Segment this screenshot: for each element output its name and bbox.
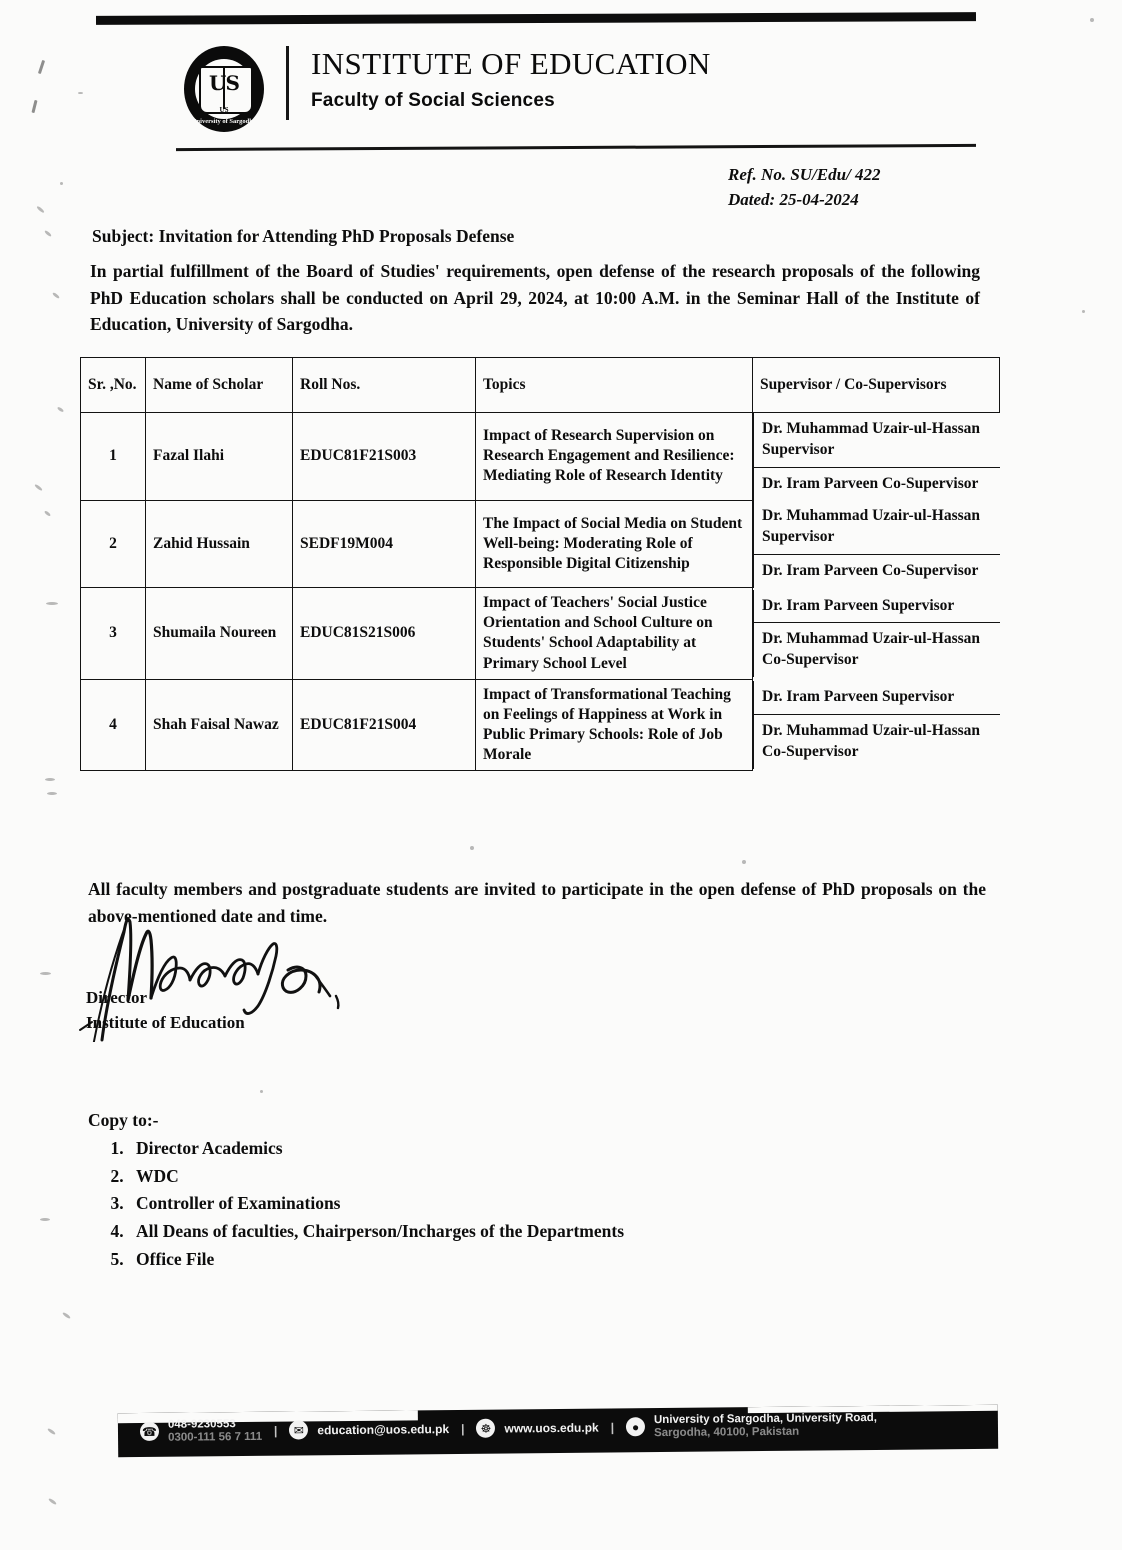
proposals-table [80,357,1000,771]
col-header-supervisor: Supervisor / Co-Supervisors [753,358,1000,413]
col-header-name: Name of Scholar [146,358,293,413]
cell-supervisor: Dr. Iram Parveen Supervisor [754,590,1000,623]
col-header-sr-no: Sr. ,No. [81,358,146,413]
cell-supervisors [753,500,1000,587]
copy-to-list [88,1135,624,1273]
cell-roll: EDUC81S21S006 [293,588,476,680]
location-pin-icon: ● [626,1418,645,1437]
table-row [81,500,1000,587]
footer-phone [168,1418,262,1445]
letterhead-header [178,40,711,138]
closing-paragraph: All faculty members and postgraduate students are invited to participate in the open defense of PhD proposals on the above-mentioned date and time. [88,879,986,927]
list-item: 3. Controller of Examinations [128,1190,624,1218]
table-row [81,413,1000,501]
scan-speck [57,406,64,412]
scan-speck [60,182,63,185]
scan-speck [1090,18,1094,22]
scan-speck [38,60,45,74]
cell-supervisors [753,413,1000,501]
cell-sr-no: 1 [81,413,146,501]
cell-sr-no: 2 [81,500,146,587]
cell-name: Shah Faisal Nawaz [146,679,293,771]
footer-email: education@uos.edu.pk [317,1421,450,1438]
scan-speck [78,92,83,94]
cell-co-supervisor: Dr. Muhammad Uzair-ul-Hassan Co-Supervisor [754,715,1000,769]
copy-to-block [88,1110,624,1273]
reference-block [728,163,881,212]
institute-title: INSTITUTE OF EDUCATION [311,46,711,81]
signature-block [86,986,245,1035]
letterhead-top-bar [96,12,976,25]
footer-separator: | [461,1421,465,1436]
scan-speck [47,792,57,795]
cell-supervisor: Dr. Iram Parveen Supervisor [754,681,1000,714]
cell-supervisor: Dr. Muhammad Uzair-ul-Hassan Supervisor [754,500,1000,554]
cell-topic: Impact of Research Supervision on Research Engagement and Resilience: Mediating Role of Research Identity [476,413,753,501]
ref-no: Ref. No. SU/Edu/ 422 [728,165,881,184]
scan-speck [44,230,52,237]
table-row [81,588,1000,680]
seal-sub-text: US [219,106,229,114]
col-header-roll-nos: Roll Nos. [293,358,476,413]
footer-address-line2: Sargodha, 40100, Pakistan [654,1425,800,1439]
cell-supervisor: Dr. Muhammad Uzair-ul-Hassan Supervisor [754,413,1000,467]
cell-name: Fazal Ilahi [146,413,293,501]
faculty-subtitle: Faculty of Social Sciences [311,90,555,111]
subject-line: Subject: Invitation for Attending PhD Proposals Defense [92,226,515,246]
cell-topic: The Impact of Social Media on Student Well-being: Moderating Role of Responsible Digital Citizenship [476,500,753,587]
scan-speck [46,602,58,605]
cell-topic: Impact of Transformational Teaching on Feelings of Happiness at Work in Public Primary Schools: Role of Job Morale [476,679,753,771]
proposals-table-wrapper [80,357,1000,771]
footer-website: www.uos.edu.pk [504,1420,599,1436]
scan-speck [40,1218,50,1221]
scan-speck [31,100,37,113]
list-item: 4. All Deans of faculties, Chairperson/Incharges of the Departments [128,1218,624,1246]
footer-address [654,1412,877,1440]
cell-name: Zahid Hussain [146,500,293,587]
list-item: 5. Office File [128,1246,624,1274]
cell-topic: Impact of Teachers' Social Justice Orientation and School Culture on Students' School Adaptability at Primary School Level [476,588,753,680]
globe-icon: ☸ [476,1419,495,1438]
footer-address-line1: University of Sargodha, University Road, [653,1411,878,1427]
scan-speck [470,846,474,850]
cell-roll: SEDF19M004 [293,500,476,587]
footer-phone-line1: 048-9230553 [167,1418,236,1431]
scan-speck [1082,310,1085,313]
cell-sr-no: 3 [81,588,146,680]
seal-monogram: US [209,71,239,95]
footer-separator: | [610,1420,615,1435]
header-divider [286,46,289,120]
cell-roll: EDUC81F21S003 [293,413,476,501]
cell-roll: EDUC81F21S004 [293,679,476,771]
university-seal-icon [178,40,270,138]
cell-co-supervisor: Dr. Muhammad Uzair-ul-Hassan Co-Supervisor [754,623,1000,677]
copy-to-heading: Copy to:- [88,1110,159,1130]
col-header-topics: Topics [476,358,753,413]
scan-speck [52,292,60,299]
phone-icon: ☎ [140,1422,159,1441]
intro-paragraph: In partial fulfillment of the Board of Studies' requirements, open defense of the research proposals of the following PhD Education scholars shall be conducted on April 29, 2024, at 10:00 A.M. in the Seminar Hall of the Institute of Education, University of Sargodha. [90,261,980,335]
scan-speck [44,510,51,517]
signatory-title: Director [86,988,148,1007]
cell-supervisors [753,679,1000,771]
seal-arc-text: University of Sargodha [191,118,257,125]
scan-speck [260,1090,263,1093]
scan-speck [48,1498,57,1506]
scan-speck [40,972,51,975]
table-header-row [81,358,1000,413]
letterhead-footer-bar [118,1405,998,1457]
list-item: 1. Director Academics [128,1135,624,1163]
scan-speck [742,860,746,864]
scan-speck [34,484,43,492]
email-icon: ✉ [289,1421,308,1440]
scan-speck [45,778,55,781]
scan-speck [36,205,45,213]
signatory-office: Institute of Education [86,1012,245,1032]
cell-supervisors [753,588,1000,680]
scan-speck [62,1312,71,1320]
header-horizontal-rule [176,144,976,151]
footer-separator: | [273,1423,278,1438]
cell-sr-no: 4 [81,679,146,771]
cell-co-supervisor: Dr. Iram Parveen Co-Supervisor [754,467,1000,500]
table-row [81,679,1000,771]
list-item: 2. WDC [128,1163,624,1191]
footer-phone-line2: 0300-111 56 7 111 [167,1430,263,1444]
scan-speck [47,1428,56,1436]
cell-name: Shumaila Noureen [146,588,293,680]
cell-co-supervisor: Dr. Iram Parveen Co-Supervisor [754,554,1000,587]
ref-date: Dated: 25-04-2024 [728,189,859,209]
